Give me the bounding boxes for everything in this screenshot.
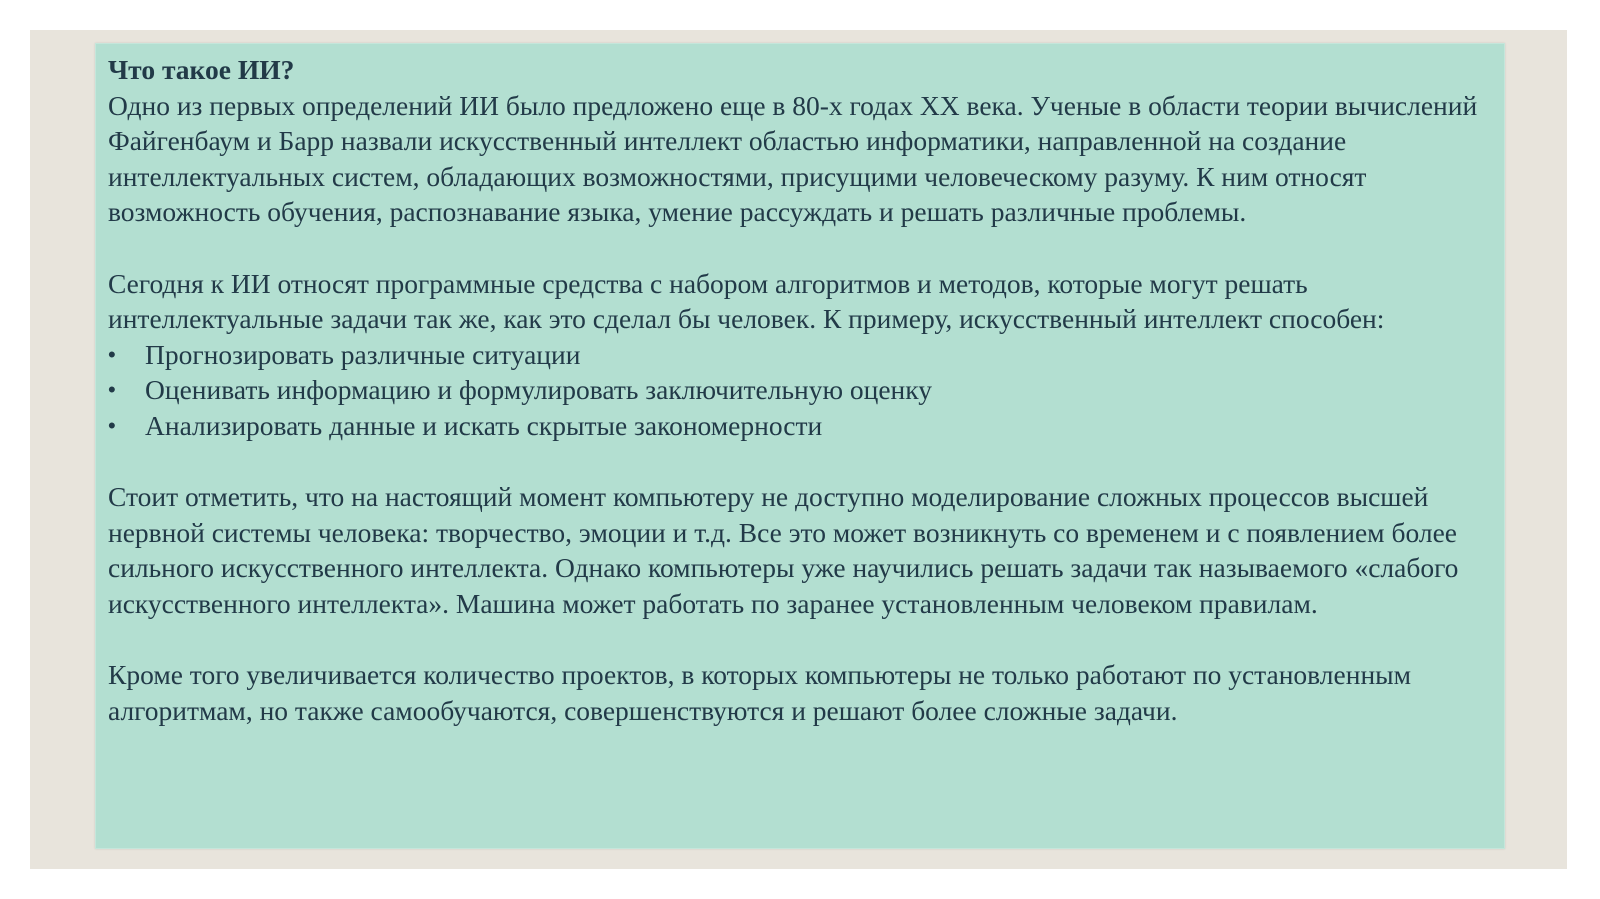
paragraph-projects: Кроме того увеличивается количество проектов, в которых компьютеры не только работают по установленным алгоритмам, но также самообучаются, совершенствуются и решают более сложные задачи.	[108, 659, 1412, 726]
list-item	[108, 408, 1494, 444]
list-item	[108, 372, 1494, 408]
list-item-text: Анализировать данные и искать скрытые закономерности	[145, 409, 823, 441]
list-item-text: Оценивать информацию и формулировать заключительную оценку	[145, 374, 932, 406]
paragraph-gap	[108, 622, 1494, 658]
list-item	[108, 337, 1494, 373]
capabilities-list	[108, 337, 1494, 444]
bullet-icon: •	[108, 412, 116, 438]
paragraph-definition: Одно из первых определений ИИ было предложено еще в 80-х годах ХХ века. Ученые в области теории вычислений Файгенбаум и Барр назвали искусственный интеллект областью информатики, направленной на создание интеллектуальных систем, обладающих возможностями, присущими человеческому разуму. К ним относят возможность обучения, распознавание языка, умение рассуждать и решать различные проблемы.	[108, 89, 1478, 228]
paragraph-gap	[108, 230, 1494, 266]
bullet-icon: •	[108, 341, 116, 367]
paragraph-today: Сегодня к ИИ относят программные средства с набором алгоритмов и методов, которые могут решать интеллектуальные задачи так же, как это сделал бы человек. К примеру, искусственный интеллект способен:	[108, 267, 1385, 335]
bullet-icon: •	[108, 377, 116, 403]
paragraph-limitations: Стоит отметить, что на настоящий момент компьютеру не доступно моделирование сложных процессов высшей нервной системы человека: творчество, эмоции и т.д. Все это может возникнуть со временем и с появлением более сильного искусственного интеллекта. Однако компьютеры уже научились решать задачи так называемого «слабого искусственного интеллекта». Машина может работать по заранее установленным человеком правилам.	[108, 481, 1459, 619]
paragraph-gap	[108, 444, 1494, 480]
slide-heading: Что такое ИИ?	[108, 54, 295, 85]
list-item-text: Прогнозировать различные ситуации	[145, 338, 581, 370]
slide-text-box	[95, 43, 1505, 849]
